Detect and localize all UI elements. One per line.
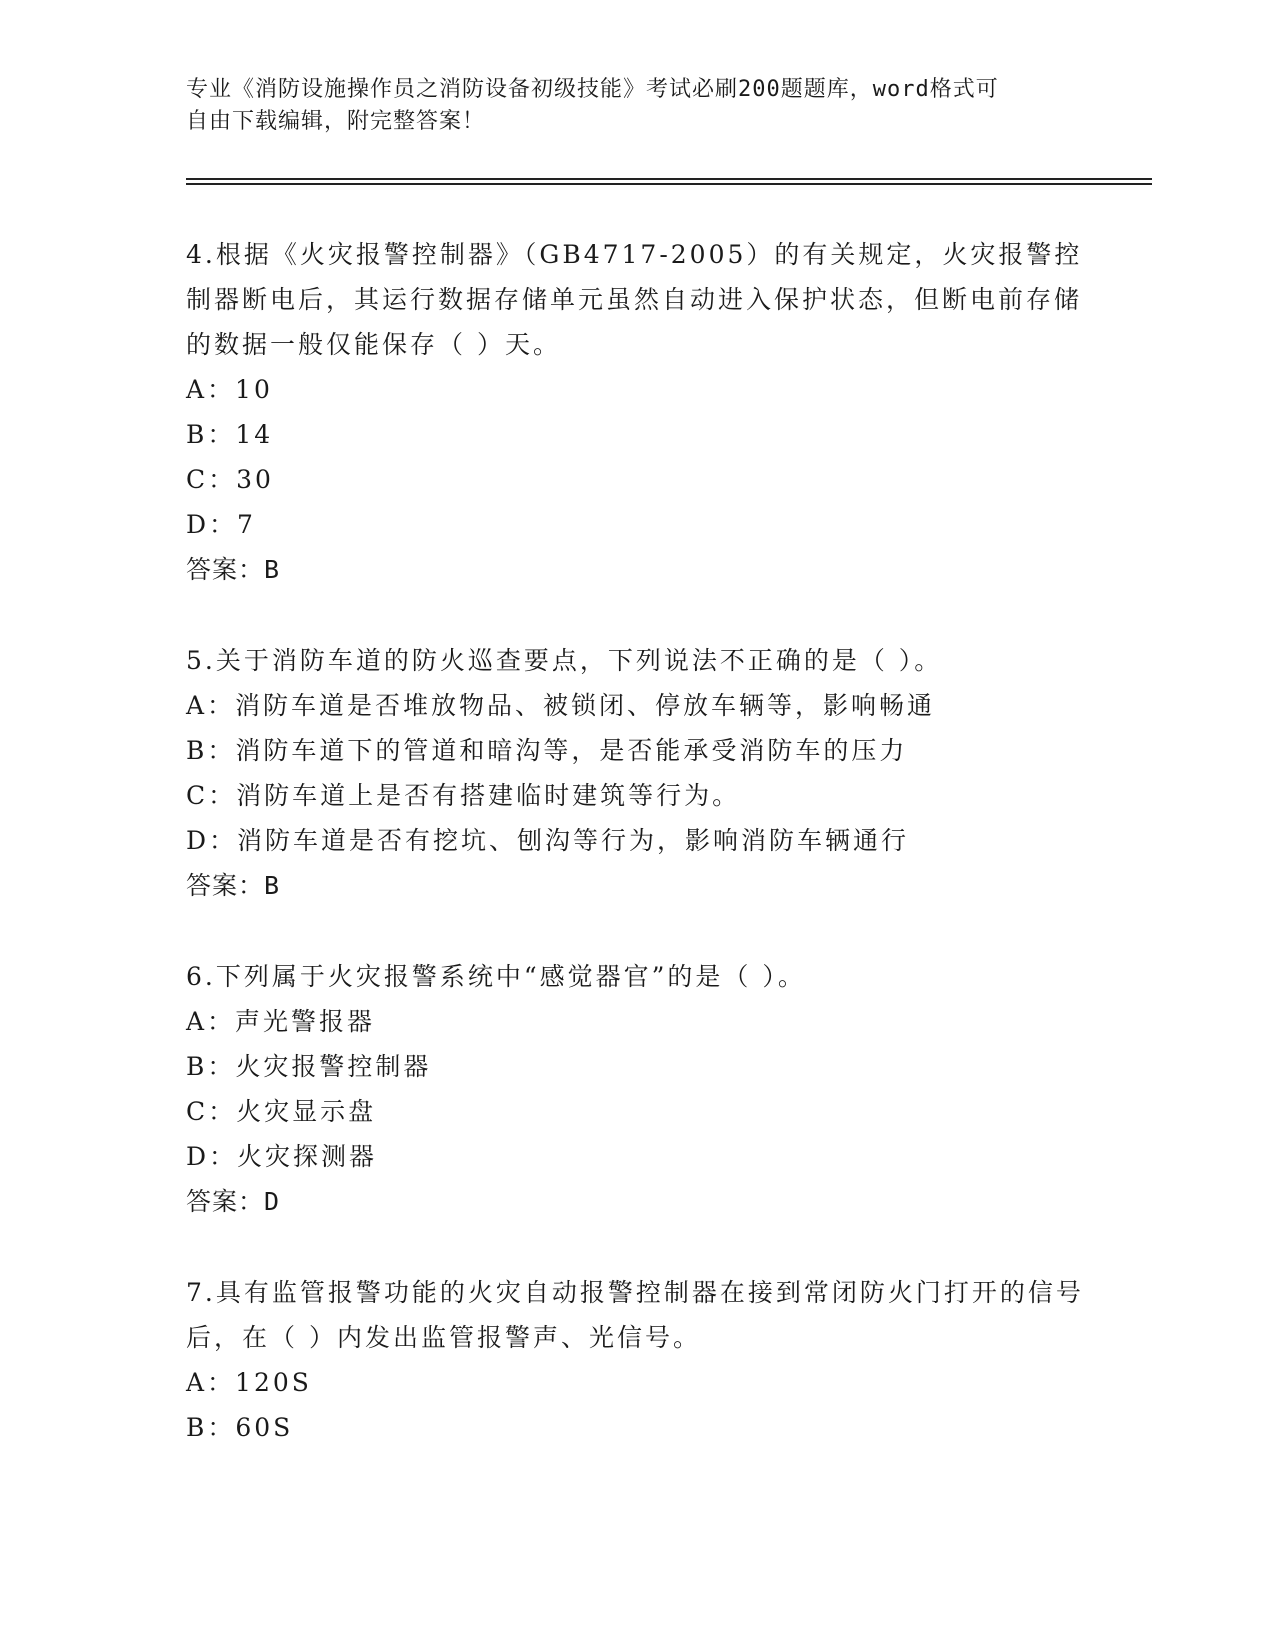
- question-list: [186, 232, 1086, 1496]
- option-c: C：消防车道上是否有搭建临时建筑等行为。: [186, 781, 741, 810]
- answer-line: 答案：D: [186, 1187, 281, 1216]
- option-a: A：120S: [186, 1368, 312, 1397]
- option-a: A：消防车道是否堆放物品、被锁闭、停放车辆等，影响畅通: [186, 691, 936, 720]
- option-a: A：声光警报器: [186, 1007, 376, 1036]
- question-6: [186, 954, 1086, 1224]
- header-divider-bottom: [186, 183, 1152, 185]
- document-header: [186, 74, 1066, 138]
- question-stem: 4.根据《火灾报警控制器》（GB4717-2005）的有关规定，火灾报警控制器断电后，其运行数据存储单元虽然自动进入保护状态，但断电前存储的数据一般仅能保存（ ）天。: [186, 240, 1083, 359]
- header-divider-top: [186, 178, 1152, 180]
- option-c: C：火灾显示盘: [186, 1097, 377, 1126]
- header-line-2: 自由下载编辑，附完整答案！: [186, 109, 486, 134]
- option-d: D：消防车道是否有挖坑、刨沟等行为，影响消防车辆通行: [186, 826, 910, 855]
- option-d: D：7: [186, 510, 256, 539]
- question-stem: 5.关于消防车道的防火巡查要点，下列说法不正确的是（ ）。: [186, 646, 943, 675]
- option-c: C：30: [186, 465, 274, 494]
- option-b: B：消防车道下的管道和暗沟等，是否能承受消防车的压力: [186, 736, 908, 765]
- option-b: B：14: [186, 420, 274, 449]
- question-4: [186, 232, 1086, 592]
- question-stem: 7.具有监管报警功能的火灾自动报警控制器在接到常闭防火门打开的信号后，在（ ）内发出监管报警声、光信号。: [186, 1278, 1084, 1352]
- question-7: [186, 1270, 1086, 1450]
- header-line-1: 专业《消防设施操作员之消防设备初级技能》考试必刷200题题库，word格式可: [186, 77, 999, 102]
- answer-line: 答案：B: [186, 555, 281, 584]
- question-stem: 6.下列属于火灾报警系统中“感觉器官”的是（ ）。: [186, 962, 806, 991]
- option-a: A：10: [186, 375, 273, 404]
- option-d: D：火灾探测器: [186, 1142, 378, 1171]
- question-5: [186, 638, 1086, 908]
- option-b: B：火灾报警控制器: [186, 1052, 432, 1081]
- answer-line: 答案：B: [186, 871, 281, 900]
- option-b: B：60S: [186, 1413, 294, 1442]
